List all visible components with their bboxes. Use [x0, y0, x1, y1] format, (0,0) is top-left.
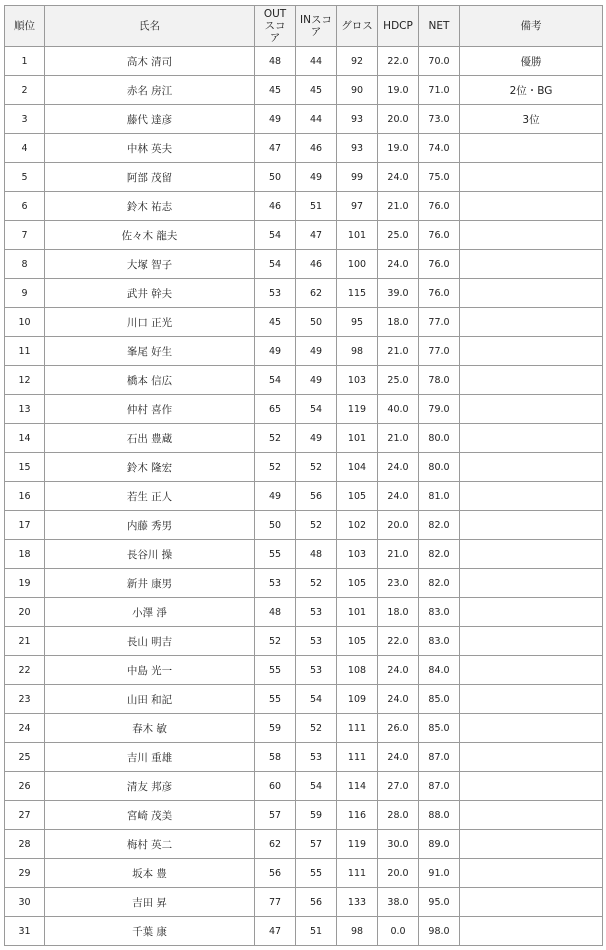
table-row	[5, 47, 603, 76]
net-cell: 85.0	[419, 685, 460, 714]
hdcp-cell: 21.0	[378, 337, 419, 366]
out-score-cell: 45	[255, 76, 296, 105]
table-row	[5, 76, 603, 105]
net-cell: 78.0	[419, 366, 460, 395]
hdcp-cell: 19.0	[378, 76, 419, 105]
out-score-cell: 50	[255, 163, 296, 192]
table-row	[5, 540, 603, 569]
header-out-score-label: OUTスコア	[263, 8, 287, 44]
remarks-cell	[460, 685, 603, 714]
player-name-cell: 大塚 智子	[45, 250, 255, 279]
gross-cell: 93	[337, 134, 378, 163]
hdcp-cell: 0.0	[378, 917, 419, 946]
hdcp-cell: 19.0	[378, 134, 419, 163]
table-row	[5, 337, 603, 366]
table-row	[5, 830, 603, 859]
rank-cell: 17	[5, 511, 45, 540]
net-cell: 89.0	[419, 830, 460, 859]
table-body	[5, 47, 603, 946]
rank-cell: 26	[5, 772, 45, 801]
remarks-cell: 優勝	[460, 47, 603, 76]
results-table	[4, 5, 603, 946]
in-score-cell: 49	[296, 163, 337, 192]
gross-cell: 115	[337, 279, 378, 308]
out-score-cell: 49	[255, 105, 296, 134]
player-name-cell: 内藤 秀男	[45, 511, 255, 540]
gross-cell: 93	[337, 105, 378, 134]
gross-cell: 105	[337, 569, 378, 598]
header-remarks: 備考	[460, 6, 603, 47]
in-score-cell: 50	[296, 308, 337, 337]
table-row	[5, 714, 603, 743]
in-score-cell: 54	[296, 772, 337, 801]
net-cell: 82.0	[419, 569, 460, 598]
net-cell: 98.0	[419, 917, 460, 946]
gross-cell: 133	[337, 888, 378, 917]
hdcp-cell: 18.0	[378, 308, 419, 337]
rank-cell: 18	[5, 540, 45, 569]
hdcp-cell: 21.0	[378, 192, 419, 221]
gross-cell: 100	[337, 250, 378, 279]
remarks-cell	[460, 279, 603, 308]
out-score-cell: 60	[255, 772, 296, 801]
header-net: NET	[419, 6, 460, 47]
table-row	[5, 482, 603, 511]
table-row	[5, 134, 603, 163]
gross-cell: 119	[337, 395, 378, 424]
hdcp-cell: 20.0	[378, 859, 419, 888]
hdcp-cell: 24.0	[378, 163, 419, 192]
hdcp-cell: 26.0	[378, 714, 419, 743]
hdcp-cell: 28.0	[378, 801, 419, 830]
in-score-cell: 49	[296, 424, 337, 453]
player-name-cell: 鈴木 祐志	[45, 192, 255, 221]
rank-cell: 4	[5, 134, 45, 163]
in-score-cell: 52	[296, 453, 337, 482]
header-gross: グロス	[337, 6, 378, 47]
table-row	[5, 859, 603, 888]
remarks-cell	[460, 134, 603, 163]
net-cell: 79.0	[419, 395, 460, 424]
player-name-cell: 新井 康男	[45, 569, 255, 598]
table-row	[5, 308, 603, 337]
in-score-cell: 53	[296, 743, 337, 772]
out-score-cell: 65	[255, 395, 296, 424]
hdcp-cell: 21.0	[378, 424, 419, 453]
player-name-cell: 清友 邦彦	[45, 772, 255, 801]
out-score-cell: 54	[255, 221, 296, 250]
in-score-cell: 54	[296, 685, 337, 714]
out-score-cell: 57	[255, 801, 296, 830]
rank-cell: 3	[5, 105, 45, 134]
in-score-cell: 56	[296, 888, 337, 917]
hdcp-cell: 25.0	[378, 221, 419, 250]
hdcp-cell: 27.0	[378, 772, 419, 801]
player-name-cell: 中島 光一	[45, 656, 255, 685]
net-cell: 70.0	[419, 47, 460, 76]
remarks-cell	[460, 598, 603, 627]
table-row	[5, 917, 603, 946]
player-name-cell: 長山 明吉	[45, 627, 255, 656]
in-score-cell: 51	[296, 192, 337, 221]
out-score-cell: 47	[255, 917, 296, 946]
header-in-score	[296, 6, 337, 47]
gross-cell: 109	[337, 685, 378, 714]
gross-cell: 103	[337, 540, 378, 569]
player-name-cell: 高木 清司	[45, 47, 255, 76]
in-score-cell: 62	[296, 279, 337, 308]
player-name-cell: 長谷川 操	[45, 540, 255, 569]
rank-cell: 2	[5, 76, 45, 105]
hdcp-cell: 22.0	[378, 47, 419, 76]
rank-cell: 28	[5, 830, 45, 859]
out-score-cell: 45	[255, 308, 296, 337]
in-score-cell: 52	[296, 511, 337, 540]
out-score-cell: 55	[255, 656, 296, 685]
rank-cell: 15	[5, 453, 45, 482]
in-score-cell: 48	[296, 540, 337, 569]
out-score-cell: 50	[255, 511, 296, 540]
remarks-cell	[460, 569, 603, 598]
gross-cell: 105	[337, 627, 378, 656]
remarks-cell	[460, 714, 603, 743]
rank-cell: 10	[5, 308, 45, 337]
in-score-cell: 49	[296, 337, 337, 366]
gross-cell: 114	[337, 772, 378, 801]
net-cell: 73.0	[419, 105, 460, 134]
hdcp-cell: 24.0	[378, 656, 419, 685]
table-row	[5, 743, 603, 772]
table-header	[5, 6, 603, 47]
player-name-cell: 武井 幹夫	[45, 279, 255, 308]
net-cell: 77.0	[419, 308, 460, 337]
net-cell: 76.0	[419, 279, 460, 308]
player-name-cell: 阿部 茂留	[45, 163, 255, 192]
remarks-cell	[460, 830, 603, 859]
out-score-cell: 55	[255, 685, 296, 714]
net-cell: 82.0	[419, 540, 460, 569]
table-row	[5, 453, 603, 482]
in-score-cell: 53	[296, 656, 337, 685]
gross-cell: 116	[337, 801, 378, 830]
hdcp-cell: 22.0	[378, 627, 419, 656]
hdcp-cell: 38.0	[378, 888, 419, 917]
player-name-cell: 吉川 重雄	[45, 743, 255, 772]
gross-cell: 97	[337, 192, 378, 221]
remarks-cell	[460, 366, 603, 395]
table-row	[5, 163, 603, 192]
remarks-cell	[460, 917, 603, 946]
hdcp-cell: 24.0	[378, 482, 419, 511]
in-score-cell: 45	[296, 76, 337, 105]
remarks-cell: 3位	[460, 105, 603, 134]
header-name: 氏名	[45, 6, 255, 47]
table-row	[5, 366, 603, 395]
net-cell: 81.0	[419, 482, 460, 511]
rank-cell: 22	[5, 656, 45, 685]
net-cell: 80.0	[419, 424, 460, 453]
rank-cell: 31	[5, 917, 45, 946]
hdcp-cell: 24.0	[378, 250, 419, 279]
remarks-cell	[460, 250, 603, 279]
player-name-cell: 若生 正人	[45, 482, 255, 511]
gross-cell: 111	[337, 714, 378, 743]
table-row	[5, 772, 603, 801]
net-cell: 74.0	[419, 134, 460, 163]
table-row	[5, 598, 603, 627]
table-row	[5, 511, 603, 540]
out-score-cell: 56	[255, 859, 296, 888]
net-cell: 83.0	[419, 627, 460, 656]
player-name-cell: 川口 正光	[45, 308, 255, 337]
out-score-cell: 53	[255, 569, 296, 598]
rank-cell: 24	[5, 714, 45, 743]
table-row	[5, 627, 603, 656]
out-score-cell: 55	[255, 540, 296, 569]
rank-cell: 20	[5, 598, 45, 627]
header-rank: 順位	[5, 6, 45, 47]
remarks-cell	[460, 772, 603, 801]
header-hdcp: HDCP	[378, 6, 419, 47]
remarks-cell	[460, 859, 603, 888]
in-score-cell: 52	[296, 714, 337, 743]
remarks-cell	[460, 395, 603, 424]
in-score-cell: 51	[296, 917, 337, 946]
table-row	[5, 801, 603, 830]
in-score-cell: 53	[296, 598, 337, 627]
player-name-cell: 鈴木 隆宏	[45, 453, 255, 482]
out-score-cell: 49	[255, 337, 296, 366]
player-name-cell: 峯尾 好生	[45, 337, 255, 366]
header-row	[5, 6, 603, 47]
gross-cell: 105	[337, 482, 378, 511]
net-cell: 85.0	[419, 714, 460, 743]
remarks-cell: 2位・BG	[460, 76, 603, 105]
in-score-cell: 47	[296, 221, 337, 250]
net-cell: 76.0	[419, 221, 460, 250]
in-score-cell: 57	[296, 830, 337, 859]
hdcp-cell: 24.0	[378, 743, 419, 772]
gross-cell: 98	[337, 917, 378, 946]
gross-cell: 101	[337, 598, 378, 627]
out-score-cell: 47	[255, 134, 296, 163]
hdcp-cell: 25.0	[378, 366, 419, 395]
out-score-cell: 52	[255, 424, 296, 453]
out-score-cell: 62	[255, 830, 296, 859]
net-cell: 95.0	[419, 888, 460, 917]
hdcp-cell: 40.0	[378, 395, 419, 424]
gross-cell: 92	[337, 47, 378, 76]
table-row	[5, 685, 603, 714]
net-cell: 71.0	[419, 76, 460, 105]
remarks-cell	[460, 337, 603, 366]
gross-cell: 111	[337, 743, 378, 772]
net-cell: 80.0	[419, 453, 460, 482]
rank-cell: 30	[5, 888, 45, 917]
rank-cell: 29	[5, 859, 45, 888]
rank-cell: 7	[5, 221, 45, 250]
remarks-cell	[460, 163, 603, 192]
out-score-cell: 52	[255, 627, 296, 656]
out-score-cell: 48	[255, 47, 296, 76]
rank-cell: 11	[5, 337, 45, 366]
rank-cell: 13	[5, 395, 45, 424]
remarks-cell	[460, 192, 603, 221]
remarks-cell	[460, 743, 603, 772]
hdcp-cell: 30.0	[378, 830, 419, 859]
rank-cell: 14	[5, 424, 45, 453]
hdcp-cell: 24.0	[378, 453, 419, 482]
remarks-cell	[460, 453, 603, 482]
player-name-cell: 中林 英夫	[45, 134, 255, 163]
rank-cell: 5	[5, 163, 45, 192]
rank-cell: 19	[5, 569, 45, 598]
player-name-cell: 千葉 康	[45, 917, 255, 946]
remarks-cell	[460, 511, 603, 540]
out-score-cell: 77	[255, 888, 296, 917]
hdcp-cell: 39.0	[378, 279, 419, 308]
net-cell: 84.0	[419, 656, 460, 685]
gross-cell: 103	[337, 366, 378, 395]
player-name-cell: 小澤 淨	[45, 598, 255, 627]
gross-cell: 90	[337, 76, 378, 105]
out-score-cell: 54	[255, 250, 296, 279]
in-score-cell: 56	[296, 482, 337, 511]
player-name-cell: 赤名 房江	[45, 76, 255, 105]
table-row	[5, 395, 603, 424]
gross-cell: 98	[337, 337, 378, 366]
net-cell: 77.0	[419, 337, 460, 366]
net-cell: 82.0	[419, 511, 460, 540]
table-row	[5, 656, 603, 685]
header-in-score-label: INスコア	[300, 14, 332, 38]
rank-cell: 12	[5, 366, 45, 395]
rank-cell: 9	[5, 279, 45, 308]
remarks-cell	[460, 627, 603, 656]
net-cell: 87.0	[419, 772, 460, 801]
rank-cell: 27	[5, 801, 45, 830]
in-score-cell: 44	[296, 47, 337, 76]
net-cell: 83.0	[419, 598, 460, 627]
table-row	[5, 279, 603, 308]
player-name-cell: 仲村 喜作	[45, 395, 255, 424]
gross-cell: 104	[337, 453, 378, 482]
remarks-cell	[460, 221, 603, 250]
remarks-cell	[460, 482, 603, 511]
net-cell: 75.0	[419, 163, 460, 192]
net-cell: 76.0	[419, 250, 460, 279]
rank-cell: 16	[5, 482, 45, 511]
hdcp-cell: 21.0	[378, 540, 419, 569]
table-row	[5, 424, 603, 453]
remarks-cell	[460, 656, 603, 685]
in-score-cell: 59	[296, 801, 337, 830]
hdcp-cell: 20.0	[378, 511, 419, 540]
hdcp-cell: 24.0	[378, 685, 419, 714]
rank-cell: 8	[5, 250, 45, 279]
out-score-cell: 49	[255, 482, 296, 511]
out-score-cell: 48	[255, 598, 296, 627]
in-score-cell: 49	[296, 366, 337, 395]
in-score-cell: 46	[296, 250, 337, 279]
gross-cell: 99	[337, 163, 378, 192]
hdcp-cell: 23.0	[378, 569, 419, 598]
out-score-cell: 54	[255, 366, 296, 395]
out-score-cell: 58	[255, 743, 296, 772]
table-row	[5, 105, 603, 134]
remarks-cell	[460, 424, 603, 453]
player-name-cell: 宮崎 茂美	[45, 801, 255, 830]
hdcp-cell: 18.0	[378, 598, 419, 627]
rank-cell: 6	[5, 192, 45, 221]
in-score-cell: 54	[296, 395, 337, 424]
gross-cell: 95	[337, 308, 378, 337]
gross-cell: 102	[337, 511, 378, 540]
rank-cell: 25	[5, 743, 45, 772]
remarks-cell	[460, 801, 603, 830]
gross-cell: 111	[337, 859, 378, 888]
net-cell: 87.0	[419, 743, 460, 772]
gross-cell: 101	[337, 424, 378, 453]
player-name-cell: 石出 豊蔵	[45, 424, 255, 453]
net-cell: 76.0	[419, 192, 460, 221]
out-score-cell: 59	[255, 714, 296, 743]
in-score-cell: 52	[296, 569, 337, 598]
out-score-cell: 52	[255, 453, 296, 482]
in-score-cell: 46	[296, 134, 337, 163]
player-name-cell: 梅村 英二	[45, 830, 255, 859]
rank-cell: 23	[5, 685, 45, 714]
hdcp-cell: 20.0	[378, 105, 419, 134]
gross-cell: 108	[337, 656, 378, 685]
player-name-cell: 橋本 信広	[45, 366, 255, 395]
table-row	[5, 250, 603, 279]
out-score-cell: 53	[255, 279, 296, 308]
player-name-cell: 春木 敏	[45, 714, 255, 743]
net-cell: 88.0	[419, 801, 460, 830]
gross-cell: 101	[337, 221, 378, 250]
gross-cell: 119	[337, 830, 378, 859]
in-score-cell: 53	[296, 627, 337, 656]
table-row	[5, 569, 603, 598]
net-cell: 91.0	[419, 859, 460, 888]
out-score-cell: 46	[255, 192, 296, 221]
in-score-cell: 44	[296, 105, 337, 134]
remarks-cell	[460, 888, 603, 917]
player-name-cell: 吉田 昇	[45, 888, 255, 917]
player-name-cell: 藤代 達彦	[45, 105, 255, 134]
in-score-cell: 55	[296, 859, 337, 888]
remarks-cell	[460, 540, 603, 569]
rank-cell: 21	[5, 627, 45, 656]
player-name-cell: 佐々木 龍夫	[45, 221, 255, 250]
table-row	[5, 192, 603, 221]
player-name-cell: 坂本 豊	[45, 859, 255, 888]
table-row	[5, 888, 603, 917]
rank-cell: 1	[5, 47, 45, 76]
table-row	[5, 221, 603, 250]
header-out-score	[255, 6, 296, 47]
remarks-cell	[460, 308, 603, 337]
player-name-cell: 山田 和記	[45, 685, 255, 714]
